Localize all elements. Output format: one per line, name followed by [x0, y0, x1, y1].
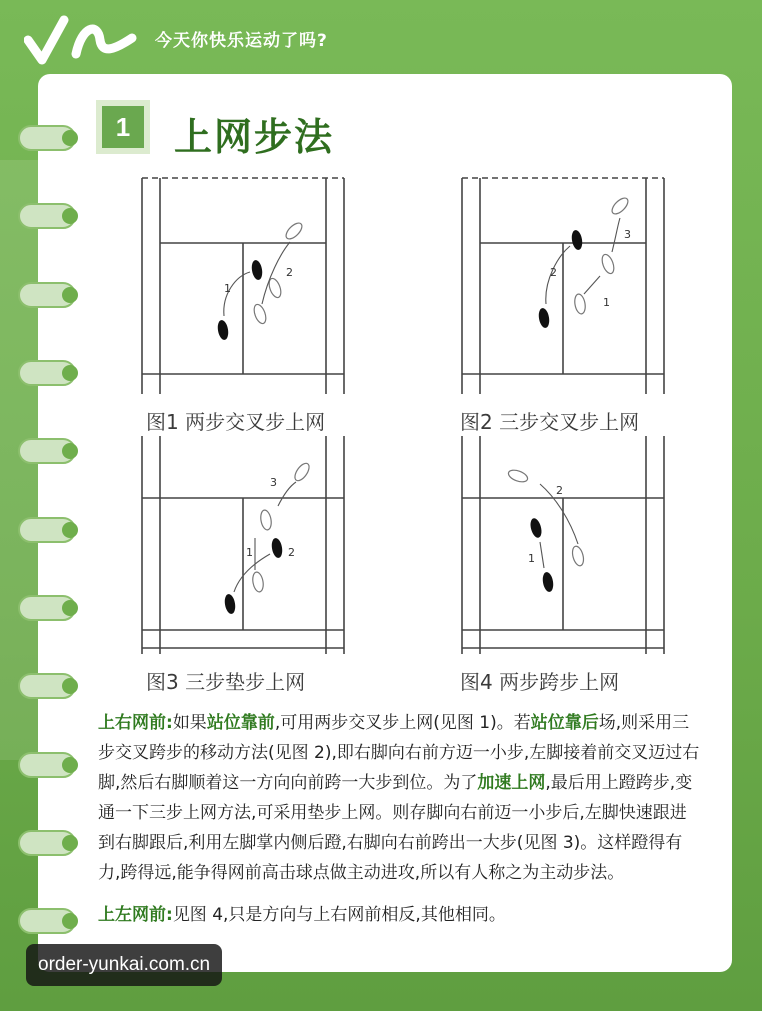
lead-label: 上左网前: [98, 905, 173, 925]
figure-2-caption: 图2 三步交叉步上网 [460, 410, 640, 434]
step-label: 3 [624, 228, 631, 241]
binder-ring-icon [18, 908, 76, 936]
binder-ring-icon [18, 830, 76, 858]
step-label: 3 [270, 476, 277, 489]
binder-ring-icon [18, 438, 76, 466]
lead-label: 上右网前: [98, 713, 173, 733]
binder-ring-icon [18, 282, 76, 310]
step-label: 2 [556, 484, 563, 497]
binder-ring-icon [18, 752, 76, 780]
swoosh-logo-icon [24, 10, 144, 66]
header-tagline: 今天你快乐运动了吗? [155, 31, 328, 51]
figure-4-caption: 图4 两步跨步上网 [460, 670, 620, 694]
figure-1-caption: 图1 两步交叉步上网 [146, 410, 326, 434]
figure-3 [140, 434, 350, 654]
figure-1 [140, 176, 350, 396]
step-label: 1 [224, 282, 231, 295]
section-number-badge [96, 100, 150, 154]
step-label: 2 [286, 266, 293, 279]
court-diagram-4 [460, 434, 670, 656]
court-diagram-2 [460, 176, 670, 396]
section-number: 1 [102, 106, 144, 148]
paragraph-right-net: 上右网前:如果站位靠前,可用两步交叉步上网(见图 1)。若站位靠后场,则采用三步交叉跨步的移动方法(见图 2),即右脚向右前方迈一小步,左脚接着前交叉迈过右脚,然后右脚顺着这一方向向前跨一大步到位。为了加速上网,最后用上蹬跨步,变通一下三步上网方法,可采用垫步上网。则存脚向右前迈一小步后,左脚快速跟进到右脚跟后,利用左脚掌内侧后蹬,右脚向右前跨出一大步(见图 3)。这样蹬得有力,跨得远,能争得网前高击球点做主动进攻,所以有人称之为主动步法。 [98, 713, 700, 883]
binder-ring-icon [18, 517, 76, 545]
figure-2 [460, 176, 670, 396]
court-diagram-1 [140, 176, 350, 396]
figure-3-caption: 图3 三步垫步上网 [146, 670, 306, 694]
binder-ring-icon [18, 203, 76, 231]
body-text [98, 708, 702, 930]
watermark: order-yunkai.com.cn [26, 944, 222, 986]
binder-ring-icon [18, 595, 76, 623]
step-label: 2 [550, 266, 557, 279]
binder-ring-icon [18, 125, 76, 153]
section-title: 上网步法 [174, 115, 335, 159]
step-label: 2 [288, 546, 295, 559]
step-label: 1 [528, 552, 535, 565]
court-diagram-3 [140, 434, 350, 656]
step-label: 1 [246, 546, 253, 559]
paragraph-left-net: 上左网前:见图 4,只是方向与上右网前相反,其他相同。 [98, 905, 506, 925]
figure-4 [460, 434, 670, 654]
binder-ring-icon [18, 673, 76, 701]
binder-ring-icon [18, 360, 76, 388]
step-label: 1 [603, 296, 610, 309]
